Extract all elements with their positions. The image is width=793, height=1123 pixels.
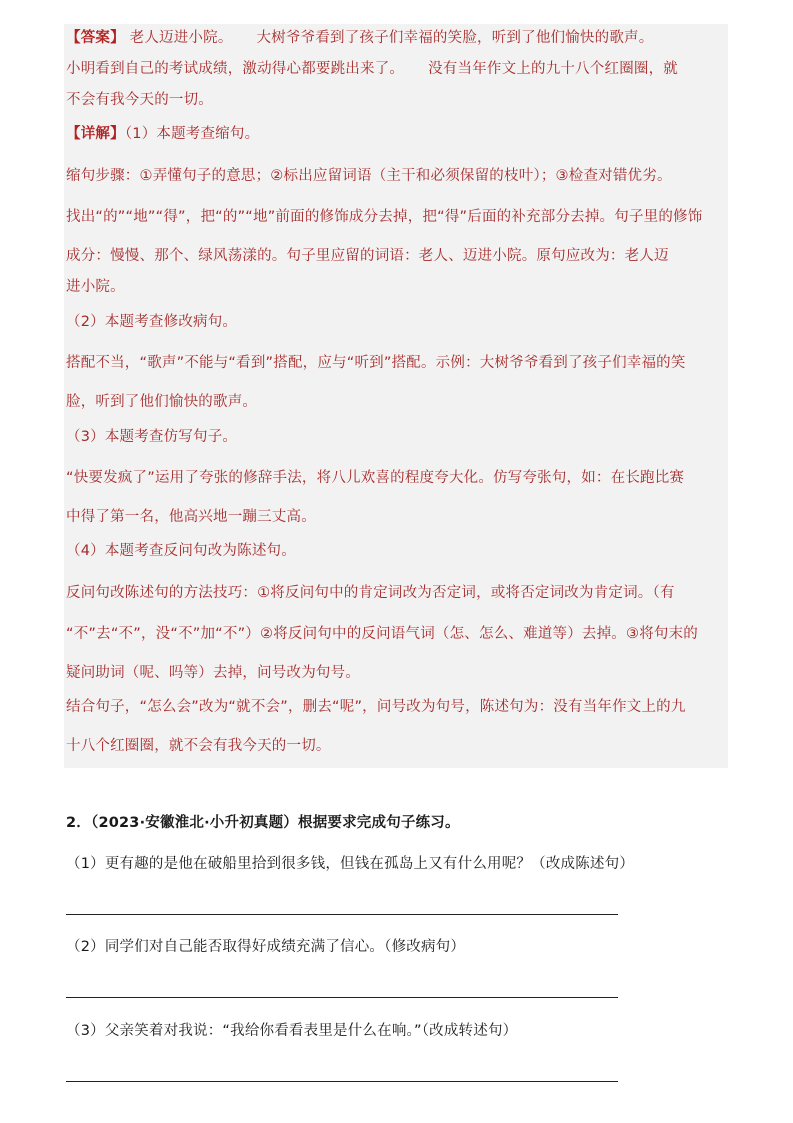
answer-line-blank-1[interactable] [66,914,618,915]
answer-1: 老人迈进小院。 [129,30,233,46]
answer-2: 大树爷爷看到了孩子们幸福的笑脸，听到了他们愉快的歌声。 [256,30,654,46]
detail-line-10: “快要发疯了”运用了夸张的修辞手法，将八儿欢喜的程度夸大化。仿写夸张句，如：在长跑比赛 [66,470,685,486]
detail-label: 【详解】 [66,126,125,142]
answer-line-blank-3[interactable] [66,1081,618,1082]
detail-line-8: 脸，听到了他们愉快的歌声。 [66,394,258,410]
detail-line-13: 反问句改陈述句的方法技巧：①将反问句中的肯定词改为否定词，或将否定词改为肯定词。（有 [66,585,675,601]
question-item-3: （3）父亲笑着对我说：“我给你看看表里是什么在响。”（改成转述句） [66,1023,518,1039]
detail-line-11: 中得了第一名，他高兴地一蹦三丈高。 [66,509,316,525]
detail-line-7: 搭配不当，“歌声”不能与“看到”搭配，应与“听到”搭配。示例：大树爷爷看到了孩子们幸福的笑 [66,355,686,371]
detail-line-2: 缩句步骤：①弄懂句子的意思；②标出应留词语（主干和必须保留的枝叶）；③检查对错优劣。 [66,168,672,184]
detail-line-3: 找出“的”“地”“得”，把“的”“地”前面的修饰成分去掉，把“得”后面的补充部分去掉。句子里的修饰 [66,209,703,225]
answer-line-blank-2[interactable] [66,997,618,998]
detail-line-9: （3）本题考查仿写句子。 [66,429,238,445]
answer-line-2 [66,59,678,79]
answer-line-3 [66,90,213,110]
answer-4a: 没有当年作文上的九十八个红圈圈，就 [428,61,679,77]
detail-line-12: （4）本题考查反问句改为陈述句。 [66,543,296,559]
answer-3: 小明看到自己的考试成绩，激动得心都要跳出来了。 [66,61,405,77]
detail-line-17: 十八个红圈圈，就不会有我今天的一切。 [66,738,331,754]
detail-line-5: 进小院。 [66,279,125,295]
question-title: 2．（2023·安徽淮北·小升初真题）根据要求完成句子练习。 [66,815,460,831]
question-item-2: （2）同学们对自己能否取得好成绩充满了信心。（修改病句） [66,939,466,955]
detail-line-14: “不”去“不”，没“不”加“不”）②将反问句中的反问语气词（怎、怎么、难道等）去掉。③将句末的 [66,626,698,642]
detail-line-15: 疑问助词（呢、吗等）去掉，问号改为句号。 [66,665,360,681]
detail-line-4: 成分：慢慢、那个、绿风荡漾的。句子里应留的词语：老人、迈进小院。原句应改为：老人迈 [66,248,669,264]
answer-label: 【答案】 [66,30,125,46]
answer-line-1 [66,28,653,48]
answer-4b: 不会有我今天的一切。 [66,92,213,108]
question-item-1: （1）更有趣的是他在破船里拾到很多钱，但钱在孤岛上又有什么用呢？（改成陈述句） [66,856,635,872]
detail-line-1: 【详解】（1）本题考查缩句。 [66,126,260,142]
detail-line-16: 结合句子，“怎么会”改为“就不会”，删去“呢”，问号改为句号，陈述句为：没有当年作文上的九 [66,699,686,715]
detail-line-6: （2）本题考查修改病句。 [66,314,238,330]
